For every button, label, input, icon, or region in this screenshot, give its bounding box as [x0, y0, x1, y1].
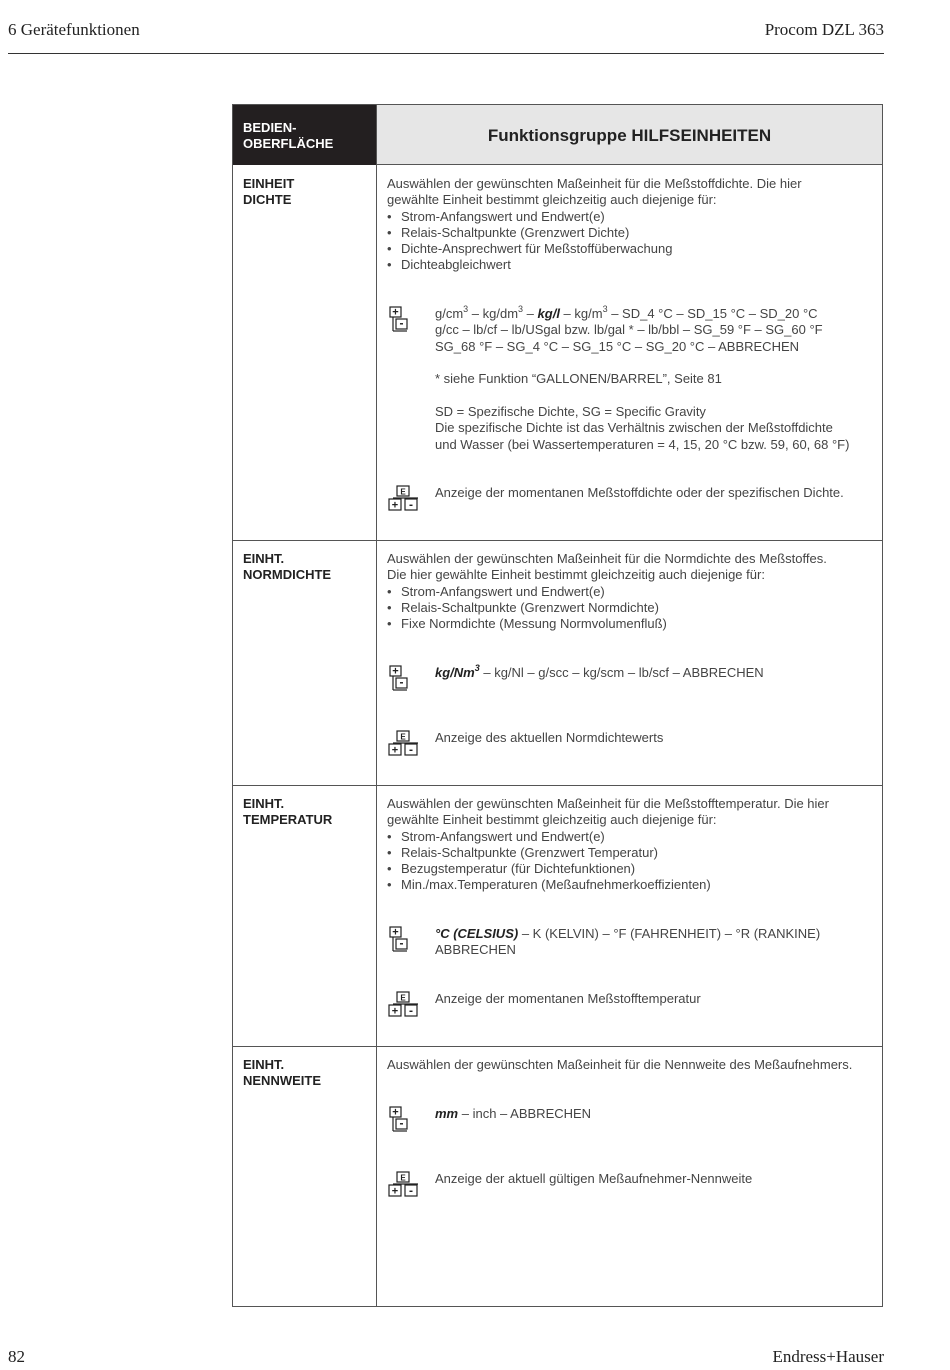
chapter-title: 6 Gerätefunktionen [8, 20, 140, 39]
svg-text:+: + [391, 499, 399, 511]
label-line2: NENNWEITE [243, 1073, 321, 1088]
svg-text:-: - [409, 1183, 413, 1197]
row-divider [233, 1046, 882, 1047]
svg-text:E: E [400, 732, 406, 742]
unit-option-list: – kg/Nl – g/scc – kg/scm – lb/scf – ABBRECHEN [479, 665, 764, 680]
label-line2: TEMPERATUR [243, 812, 333, 827]
svg-text:-: - [409, 742, 413, 756]
unit-option-list: – inch – ABBRECHEN [458, 1106, 592, 1121]
bullet-item: • Strom-Anfangswert und Endwert(e) [387, 829, 829, 845]
svg-text:+: + [391, 1185, 399, 1197]
sd-line1: SD = Spezifische Dichte, SG = Specific Gravity [435, 404, 706, 419]
svg-text:-: - [399, 675, 404, 689]
row-divider [233, 540, 882, 541]
interface-header [233, 105, 376, 165]
function-table [232, 104, 883, 1307]
bullet-item: • Strom-Anfangswert und Endwert(e) [387, 584, 827, 600]
section-label-temperatur [243, 796, 332, 828]
intro-line2: gewählte Einheit bestimmt gleichzeitig auch diejenige für: [387, 812, 717, 828]
svg-text:+: + [391, 1005, 399, 1017]
label-line1: EINHEIT [243, 176, 295, 191]
plus-minus-keys-icon [389, 926, 409, 952]
unit-option: $g/cm^3 - kg/dm^3 - kg/l - kg/m^3$ – SD_4 °C – SD_15 °C – SD_20 °C [435, 304, 818, 321]
section-description-normdichte [387, 551, 827, 632]
plus-minus-keys-icon [389, 665, 409, 691]
label-line2: DICHTE [243, 192, 292, 207]
svg-text:+: + [392, 665, 399, 678]
function-group-header [377, 105, 882, 165]
display-description-normdichte: Anzeige des aktuellen Normdichtewerts [435, 730, 664, 745]
intro-line1: Auswählen der gewünschten Maßeinheit für die Meßstoffdichte. Die hier [387, 176, 802, 191]
intro-line2: gewählte Einheit bestimmt gleichzeitig auch diejenige für: [387, 192, 717, 208]
intro-line1: Auswählen der gewünschten Maßeinheit für die Normdichte des Meßstoffes. [387, 551, 827, 566]
bullet-item: • Min./max.Temperaturen (Meßaufnehmerkoeffizienten) [387, 877, 829, 893]
function-group-title: Funktionsgruppe HILFSEINHEITEN [487, 126, 772, 145]
section-label-nennweite [243, 1057, 321, 1089]
label-line1: EINHT. [243, 551, 285, 566]
section-description-temperatur [387, 796, 829, 894]
bullet-item: • Bezugstemperatur (für Dichtefunktionen) [387, 861, 829, 877]
bullet-item: • Relais-Schaltpunkte (Grenzwert Normdichte) [387, 600, 827, 616]
bullet-item: • Dichte-Ansprechwert für Meßstoffüberwachung [387, 241, 802, 257]
unit-option-list: – K (KELVIN) – °F (FAHRENHEIT) – °R (RANKINE) [518, 926, 821, 941]
page-number: 82 [8, 1347, 25, 1366]
display-keys-icon [388, 991, 422, 1017]
column-divider [376, 105, 377, 1306]
header-rule [8, 53, 884, 54]
section-description-nennweite: Auswählen der gewünschten Maßeinheit für die Nennweite des Meßaufnehmers. [387, 1057, 853, 1072]
label-line1: EINHT. [243, 1057, 285, 1072]
display-description-dichte: Anzeige der momentanen Meßstoffdichte oder der spezifischen Dichte. [435, 485, 844, 500]
label-line2: NORMDICHTE [243, 567, 332, 582]
specific-gravity-note [435, 404, 849, 453]
section-label-dichte [243, 176, 294, 208]
brand-name: Endress+Hauser [772, 1347, 884, 1366]
svg-text:E: E [400, 993, 406, 1003]
display-description-nennweite: Anzeige der aktuell gültigen Meßaufnehmer-Nennweite [435, 1171, 753, 1186]
intro-line1: Auswählen der gewünschten Maßeinheit für die Meßstofftemperatur. Die hier [387, 796, 829, 811]
intro-line2: Die hier gewählte Einheit bestimmt gleichzeitig auch diejenige für: [387, 567, 765, 583]
display-keys-icon [388, 485, 422, 511]
row-divider [233, 785, 882, 786]
sd-line3: und Wasser (bei Wassertemperaturen = 4, 15, 20 °C bzw. 59, 60, 68 °F) [435, 436, 850, 452]
svg-text:-: - [399, 1116, 404, 1130]
unit-options-line2: ABBRECHEN [435, 942, 516, 958]
default-unit: °C (CELSIUS) [435, 926, 519, 941]
svg-text:-: - [409, 497, 413, 511]
unit-options-normdichte [435, 665, 764, 681]
plus-minus-keys-icon [389, 1106, 409, 1132]
unit-options-line3: SG_68 °F – SG_4 °C – SG_15 °C – SG_20 °C – ABBRECHEN [435, 338, 800, 354]
bullet-item: • Fixe Normdichte (Messung Normvolumenfluß) [387, 616, 827, 632]
plus-minus-keys-icon [389, 306, 409, 332]
interface-header-line2: OBERFLÄCHE [243, 136, 334, 151]
display-keys-icon [388, 730, 422, 756]
svg-text:E: E [400, 1173, 406, 1183]
interface-header-line1: BEDIEN- [243, 120, 297, 135]
svg-text:-: - [409, 1003, 413, 1017]
bullet-item: • Relais-Schaltpunkte (Grenzwert Temperatur) [387, 845, 829, 861]
section-label-normdichte [243, 551, 331, 583]
unit-options-dichte [435, 306, 823, 355]
svg-text:+: + [391, 744, 399, 756]
unit-options-nennweite [435, 1106, 591, 1122]
sd-line2: Die spezifische Dichte ist das Verhältnis zwischen der Meßstoffdichte [435, 420, 833, 436]
label-line1: EINHT. [243, 796, 285, 811]
unit-options-temperatur [435, 926, 820, 959]
unit-options-line2: g/cc – lb/cf – lb/USgal bzw. lb/gal * – lb/bbl – SG_59 °F – SG_60 °F [435, 322, 823, 338]
display-description-temperatur: Anzeige der momentanen Meßstofftemperatur [435, 991, 701, 1006]
default-unit: mm [435, 1106, 459, 1121]
default-unit: kg/Nm$^3$ [435, 663, 480, 680]
svg-text:+: + [392, 926, 399, 939]
svg-text:-: - [399, 316, 404, 330]
svg-text:+: + [392, 1106, 399, 1119]
bullet-item: • Dichteabgleichwert [387, 257, 802, 273]
svg-text:-: - [399, 936, 404, 950]
display-keys-icon [388, 1171, 422, 1197]
gallon-note: * siehe Funktion “GALLONEN/BARREL”, Seite 81 [435, 371, 722, 386]
svg-text:+: + [392, 306, 399, 319]
bullet-item: • Relais-Schaltpunkte (Grenzwert Dichte) [387, 225, 802, 241]
svg-text:E: E [400, 487, 406, 497]
product-name: Procom DZL 363 [764, 20, 884, 39]
bullet-item: • Strom-Anfangswert und Endwert(e) [387, 209, 802, 225]
section-description-dichte [387, 176, 802, 274]
